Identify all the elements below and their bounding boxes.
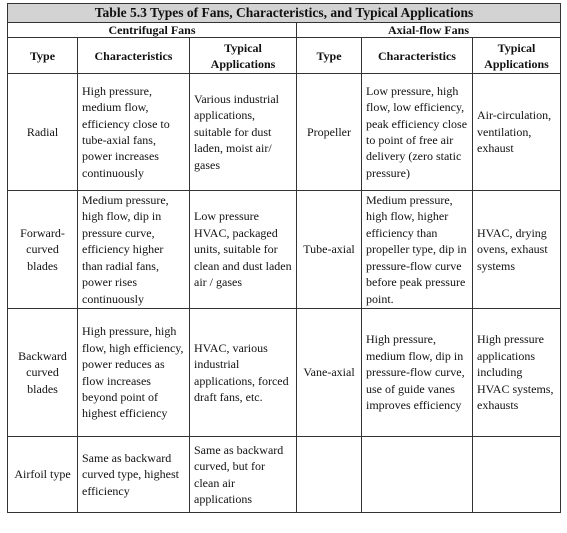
table-title: Table 5.3 Types of Fans, Characteristics, and Typical Applications [8, 4, 561, 23]
centrifugal-type-cell: Airfoil type [8, 437, 78, 513]
axial-applications-cell [473, 437, 561, 513]
centrifugal-applications-cell: HVAC, various industrial applications, forced draft fans, etc. [190, 309, 297, 437]
centrifugal-characteristics-cell: High pressure, high flow, high efficiency, power reduces as flow increases beyond point of highest efficiency [78, 309, 190, 437]
column-header-applications: Typical Applications [473, 38, 561, 74]
table-row [8, 437, 561, 513]
centrifugal-type-cell: Forward-curved blades [8, 191, 78, 309]
axial-characteristics-cell: High pressure, medium flow, dip in pressure-flow curve, use of guide vanes improves efficiency [362, 309, 473, 437]
centrifugal-characteristics-cell: Medium pressure, high flow, dip in pressure curve, efficiency higher than radial fans, power rises continuously [78, 191, 190, 309]
centrifugal-applications-cell: Various industrial applications, suitable for dust laden, moist air/ gases [190, 74, 297, 191]
table-row [8, 309, 561, 437]
fan-types-table-container [7, 3, 560, 513]
axial-applications-cell: Air-circulation, ventilation, exhaust [473, 74, 561, 191]
table-row [8, 74, 561, 191]
column-header-type: Type [297, 38, 362, 74]
table-row [8, 191, 561, 309]
column-header-applications: Typical Applications [190, 38, 297, 74]
axial-type-cell: Propeller [297, 74, 362, 191]
axial-characteristics-cell: Medium pressure, high flow, higher efficiency than propeller type, dip in pressure-flow curve before peak pressure point. [362, 191, 473, 309]
centrifugal-characteristics-cell: Same as backward curved type, highest efficiency [78, 437, 190, 513]
column-header-type: Type [8, 38, 78, 74]
axial-type-cell: Tube-axial [297, 191, 362, 309]
axial-type-cell: Vane-axial [297, 309, 362, 437]
centrifugal-type-cell: Radial [8, 74, 78, 191]
centrifugal-type-cell: Backward curved blades [8, 309, 78, 437]
axial-applications-cell: High pressure applications including HVAC systems, exhausts [473, 309, 561, 437]
centrifugal-applications-cell: Same as backward curved, but for clean air applications [190, 437, 297, 513]
group-header-axial: Axial-flow Fans [297, 23, 561, 38]
axial-type-cell [297, 437, 362, 513]
axial-characteristics-cell: Low pressure, high flow, low efficiency, peak efficiency close to point of free air delivery (zero static pressure) [362, 74, 473, 191]
axial-applications-cell: HVAC, drying ovens, exhaust systems [473, 191, 561, 309]
column-header-characteristics: Characteristics [78, 38, 190, 74]
centrifugal-characteristics-cell: High pressure, medium flow, efficiency close to tube-axial fans, power increases continuously [78, 74, 190, 191]
centrifugal-applications-cell: Low pressure HVAC, packaged units, suitable for clean and dust laden air / gases [190, 191, 297, 309]
axial-characteristics-cell [362, 437, 473, 513]
column-header-characteristics: Characteristics [362, 38, 473, 74]
group-header-centrifugal: Centrifugal Fans [8, 23, 297, 38]
fan-types-table [7, 3, 561, 513]
